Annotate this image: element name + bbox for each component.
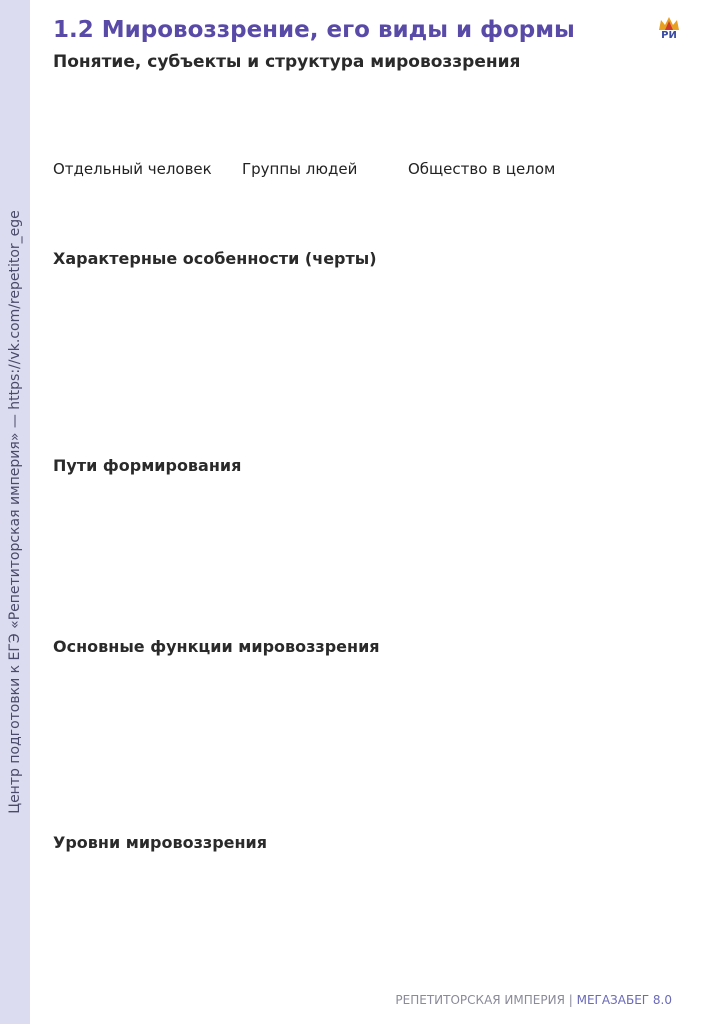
sidebar-text: Центр подготовки к ЕГЭ «Репетиторская империя» — https://vk.com/repetitor_ege bbox=[7, 210, 23, 814]
subject-individual: Отдельный человек bbox=[53, 160, 212, 178]
section-levels: Уровни мировоззрения bbox=[53, 833, 268, 852]
subject-groups: Группы людей bbox=[242, 160, 358, 178]
sidebar bbox=[0, 0, 30, 1024]
footer bbox=[395, 993, 672, 1007]
footer-brand: РЕПЕТИТОРСКАЯ ИМПЕРИЯ bbox=[395, 993, 565, 1007]
footer-event: МЕГАЗАБЕГ 8.0 bbox=[576, 993, 672, 1007]
section-functions: Основные функции мировоззрения bbox=[53, 637, 380, 656]
section-formation: Пути формирования bbox=[53, 456, 242, 475]
logo-text: РИ bbox=[661, 30, 677, 41]
page-title: 1.2 Мировоззрение, его виды и формы bbox=[53, 17, 575, 43]
footer-separator: | bbox=[564, 993, 577, 1007]
page-subtitle: Понятие, субъекты и структура мировоззрения bbox=[53, 52, 521, 72]
logo bbox=[656, 16, 682, 46]
subject-society: Общество в целом bbox=[408, 160, 556, 178]
section-features: Характерные особенности (черты) bbox=[53, 249, 377, 268]
